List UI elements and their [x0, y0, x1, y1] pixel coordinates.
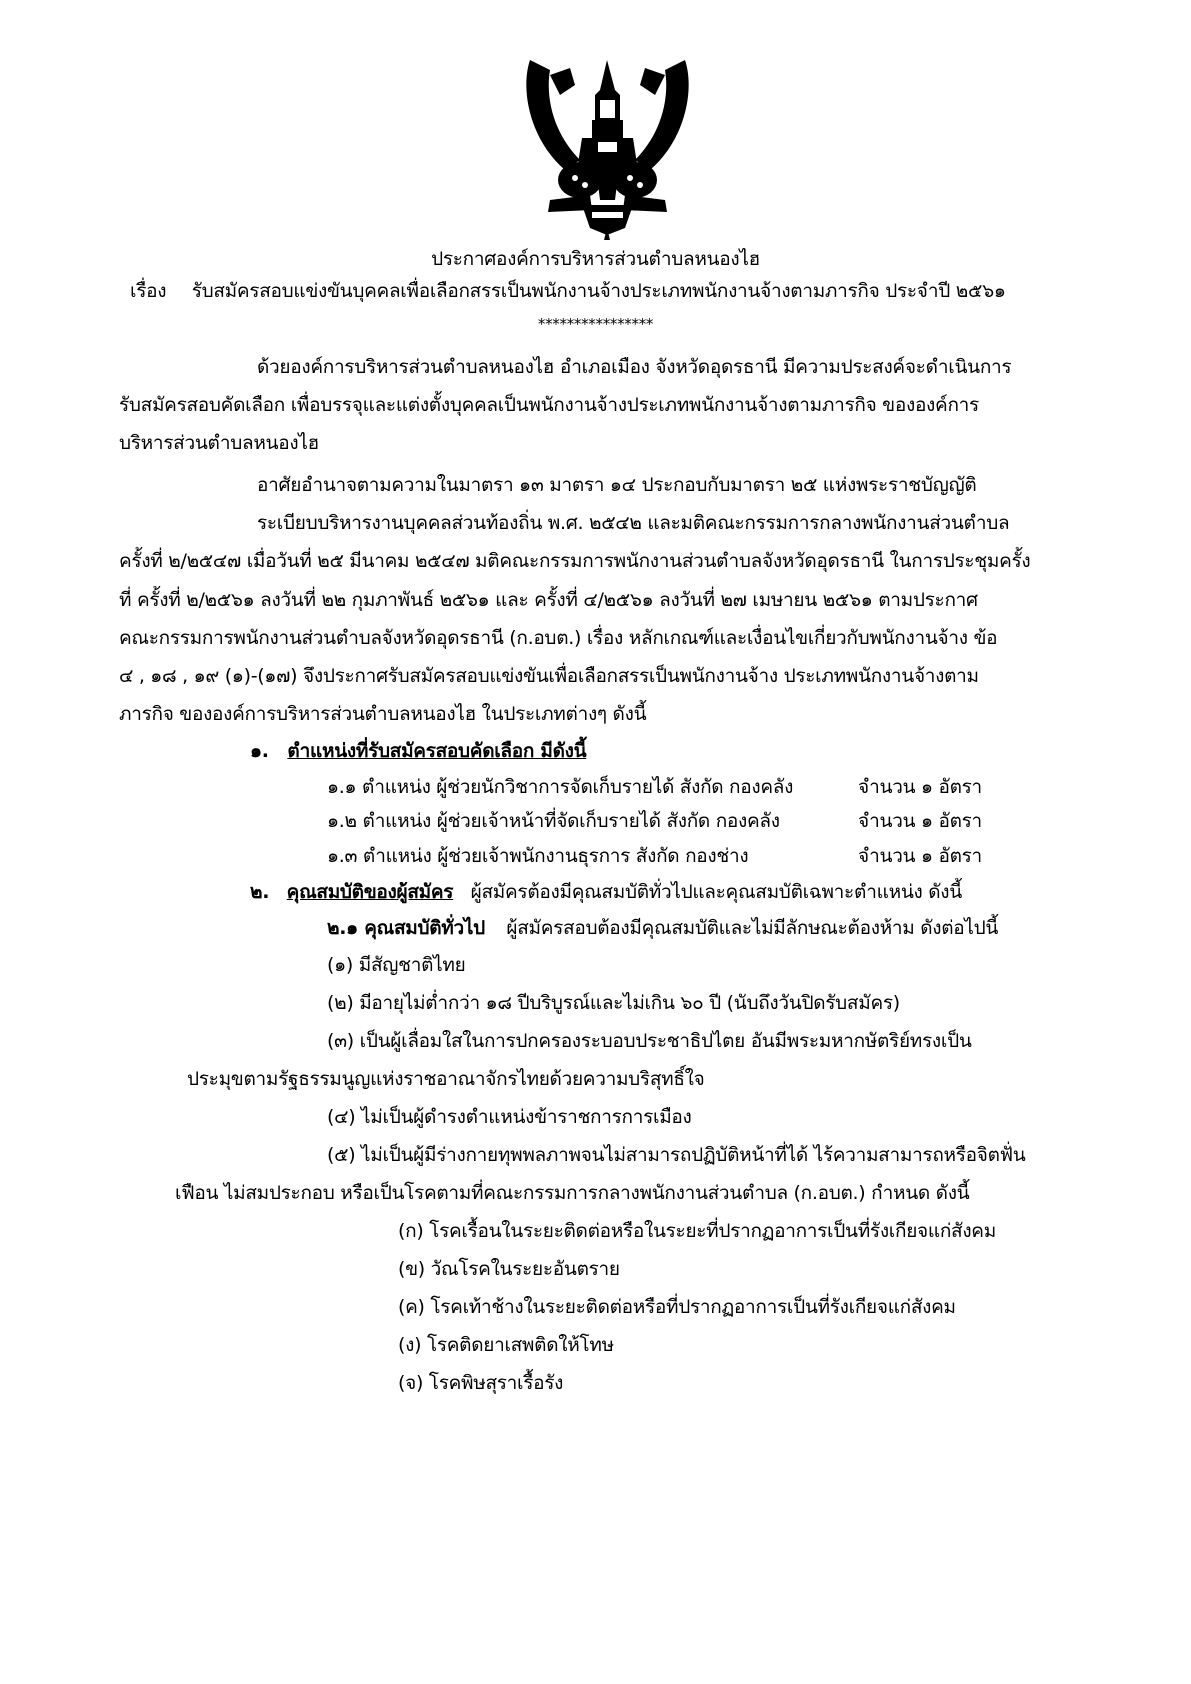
section-2-1-heading: [327, 913, 998, 943]
intro-line-1: ด้วยองค์การบริหารส่วนตำบลหนองไฮ อำเภอเมือง จังหวัดอุดรธานี มีความประสงค์จะดำเนินการ: [257, 356, 1012, 378]
qualification-4: (๔) ไม่เป็นผู้ดำรงตำแหน่งข้าราชการการเมือง: [327, 1106, 692, 1128]
qualification-3-cont: ประมุขตามรัฐธรรมนูญแห่งราชอาณาจักรไทยด้วยความบริสุทธิ์ใจ: [187, 1068, 705, 1090]
announcement-title: ประกาศองค์การบริหารส่วนตำบลหนองไฮ: [431, 248, 760, 270]
authority-line-3: ครั้งที่ ๒/๒๕๔๗ เมื่อวันที่ ๒๕ มีนาคม ๒๕๔๗ มติคณะกรรมการพนักงานส่วนตำบลจังหวัดอุดรธานี ในการประชุมครั้ง: [119, 550, 1031, 572]
section-2-1-title: ๒.๑ คุณสมบัติทั่วไป: [327, 917, 485, 939]
section-2-heading: [250, 877, 962, 907]
section-2-title: คุณสมบัติของผู้สมัคร: [286, 881, 454, 903]
authority-line-2: ระเบียบบริหารงานบุคคลส่วนท้องถิ่น พ.ศ. ๒๕๔๒ และมติคณะกรรมการกลางพนักงานส่วนตำบล: [257, 512, 1010, 534]
section-1-number: ๑.: [250, 740, 269, 762]
intro-line-3: บริหารส่วนตำบลหนองไฮ: [119, 432, 319, 454]
disease-e: (จ) โรคพิษสุราเรื้อรัง: [398, 1372, 564, 1394]
section-2-description: ผู้สมัครต้องมีคุณสมบัติทั่วไปและคุณสมบัติเฉพาะตำแหน่ง ดังนี้: [470, 881, 962, 903]
authority-line-6: ๔ , ๑๘ , ๑๙ (๑)-(๑๗) จึงประกาศรับสมัครสอบแข่งขันเพื่อเลือกสรรเป็นพนักงานจ้าง ประเภทพนักงานจ้างตาม: [119, 665, 979, 687]
authority-line-5: คณะกรรมการพนักงานส่วนตำบลจังหวัดอุดรธานี (ก.อบต.) เรื่อง หลักเกณฑ์และเงื่อนไขเกี่ยวกับพนักงานจ้าง ข้อ: [119, 627, 998, 649]
disease-a: (ก) โรคเรื้อนในระยะติดต่อหรือในระยะที่ปรากฏอาการเป็นที่รังเกียจแก่สังคม: [398, 1220, 996, 1242]
separator: ****************: [537, 315, 654, 333]
disease-d: (ง) โรคติดยาเสพติดให้โทษ: [398, 1334, 614, 1356]
section-1-heading: [250, 736, 586, 766]
subject-line: [130, 276, 1006, 306]
position-2: ๑.๒ ตำแหน่ง ผู้ช่วยเจ้าหน้าที่จัดเก็บรายได้ สังกัด กองคลัง: [327, 810, 780, 832]
subject-label: เรื่อง: [130, 280, 167, 302]
qualification-5: (๕) ไม่เป็นผู้มีร่างกายทุพพลภาพจนไม่สามารถปฏิบัติหน้าที่ได้ ไร้ความสามารถหรือจิตฟั่น: [327, 1144, 1026, 1166]
qualification-5-cont: เฟือน ไม่สมประกอบ หรือเป็นโรคตามที่คณะกรรมการกลางพนักงานส่วนตำบล (ก.อบต.) กำหนด ดังนี้: [175, 1182, 970, 1204]
position-1-count: จำนวน ๑ อัตรา: [858, 776, 982, 798]
qualification-3: (๓) เป็นผู้เลื่อมใสในการปกครองระบอบประชาธิปไตย อันมีพระมหากษัตริย์ทรงเป็น: [327, 1030, 972, 1052]
disease-b: (ข) วัณโรคในระยะอันตราย: [398, 1258, 620, 1280]
section-2-number: ๒.: [250, 881, 270, 903]
position-3: ๑.๓ ตำแหน่ง ผู้ช่วยเจ้าพนักงานธุรการ สังกัด กองช่าง: [327, 845, 749, 867]
position-1: ๑.๑ ตำแหน่ง ผู้ช่วยนักวิชาการจัดเก็บรายได้ สังกัด กองคลัง: [327, 776, 794, 798]
position-3-count: จำนวน ๑ อัตรา: [858, 845, 982, 867]
authority-line-4: ที่ ครั้งที่ ๒/๒๕๖๑ ลงวันที่ ๒๒ กุมภาพันธ์ ๒๕๖๑ และ ครั้งที่ ๔/๒๕๖๑ ลงวันที่ ๒๗ เมษายน ๒๕๖๑ ตามประกาศ: [119, 589, 978, 611]
disease-c: (ค) โรคเท้าช้างในระยะติดต่อหรือที่ปรากฏอาการเป็นที่รังเกียจแก่สังคม: [398, 1296, 956, 1318]
authority-line-7: ภารกิจ ขององค์การบริหารส่วนตำบลหนองไฮ ในประเภทต่างๆ ดังนี้: [119, 703, 647, 725]
qualification-2: (๒) มีอายุไม่ต่ำกว่า ๑๘ ปีบริบูรณ์และไม่เกิน ๖๐ ปี (นับถึงวันปิดรับสมัคร): [327, 992, 900, 1014]
subject-text: รับสมัครสอบแข่งขันบุคคลเพื่อเลือกสรรเป็นพนักงานจ้างประเภทพนักงานจ้างตามภารกิจ ประจำปี ๒๕๖๑: [191, 280, 1006, 302]
position-2-count: จำนวน ๑ อัตรา: [858, 810, 982, 832]
section-1-title: ตำแหน่งที่รับสมัครสอบคัดเลือก มีดังนี้: [287, 740, 587, 762]
intro-line-2: รับสมัครสอบคัดเลือก เพื่อบรรจุและแต่งตั้งบุคคลเป็นพนักงานจ้างประเภทพนักงานจ้างตามภารกิจ ขององค์การ: [119, 394, 979, 416]
section-2-1-description: ผู้สมัครสอบต้องมีคุณสมบัติและไม่มีลักษณะต้องห้าม ดังต่อไปนี้: [506, 917, 999, 939]
qualification-1: (๑) มีสัญชาติไทย: [327, 954, 466, 976]
garuda-emblem-icon: [520, 50, 695, 240]
authority-line-1: อาศัยอำนาจตามความในมาตรา ๑๓ มาตรา ๑๔ ประกอบกับมาตรา ๒๕ แห่งพระราชบัญญัติ: [257, 474, 977, 496]
